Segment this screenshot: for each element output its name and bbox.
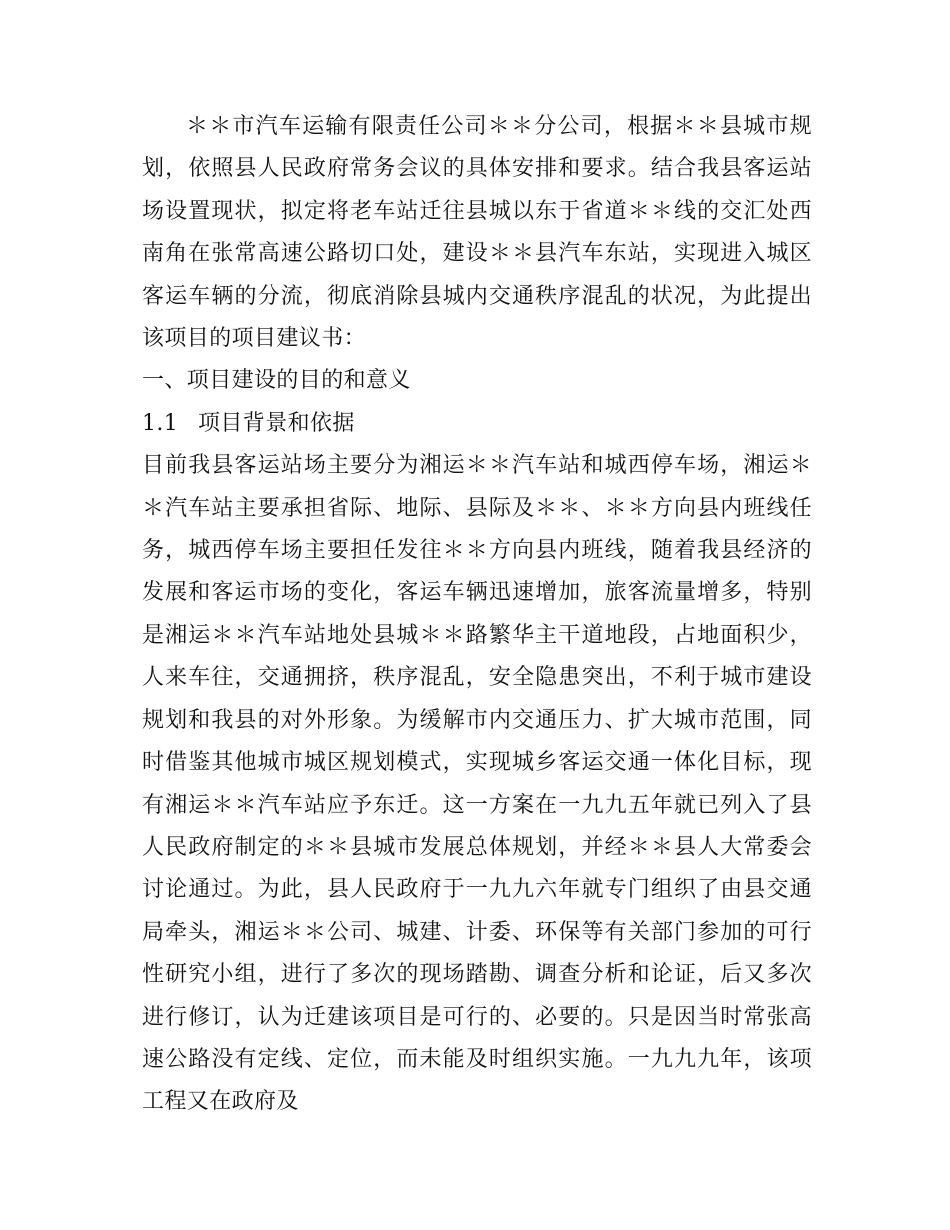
document-body: [142, 106, 812, 1124]
subsection-heading: [142, 403, 812, 445]
intro-paragraph: ＊＊市汽车运输有限责任公司＊＊分公司，根据＊＊县城市规划，依照县人民政府常务会议的具体安排和要求。结合我县客运站场设置现状，拟定将老车站迁往县城以东于省道＊＊线的交汇处西南角在张常高速公路切口处，建设＊＊县汽车东站，实现进入城区客运车辆的分流，彻底消除县城内交通秩序混乱的状况，为此提出该项目的项目建议书：: [142, 114, 812, 352]
body-paragraph: 目前我县客运站场主要分为湘运＊＊汽车站和城西停车场，湘运＊＊汽车站主要承担省际、地际、县际及＊＊、＊＊方向县内班线任务，城西停车场主要担任发往＊＊方向县内班线，随着我县经济的发展和客运市场的变化，客运车辆迅速增加，旅客流量增多，特别是湘运＊＊汽车站地处县城＊＊路繁华主干道地段，占地面积少，人来车往，交通拥挤，秩序混乱，安全隐患突出，不利于城市建设规划和我县的对外形象。为缓解市内交通压力、扩大城市范围，同时借鉴其他城市城区规划模式，实现城乡客运交通一体化目标，现有湘运＊＊汽车站应予东迁。这一方案在一九九五年就已列入了县人民政府制定的＊＊县城市发展总体规划，并经＊＊县人大常委会讨论通过。为此，县人民政府于一九九六年就专门组织了由县交通局牵头，湘运＊＊公司、城建、计委、环保等有关部门参加的可行性研究小组，进行了多次的现场踏勘、调查分析和论证，后又多次进行修订，认为迁建该项目是可行的、必要的。只是因当时常张高速公路没有定线、定位，而未能及时组织实施。一九九九年，该项工程又在政府及: [142, 453, 812, 1115]
section-heading: 一、项目建设的目的和意义: [142, 368, 411, 394]
subsection-number: 1.1: [142, 410, 179, 436]
subsection-title: 项目背景和依据: [198, 410, 355, 436]
